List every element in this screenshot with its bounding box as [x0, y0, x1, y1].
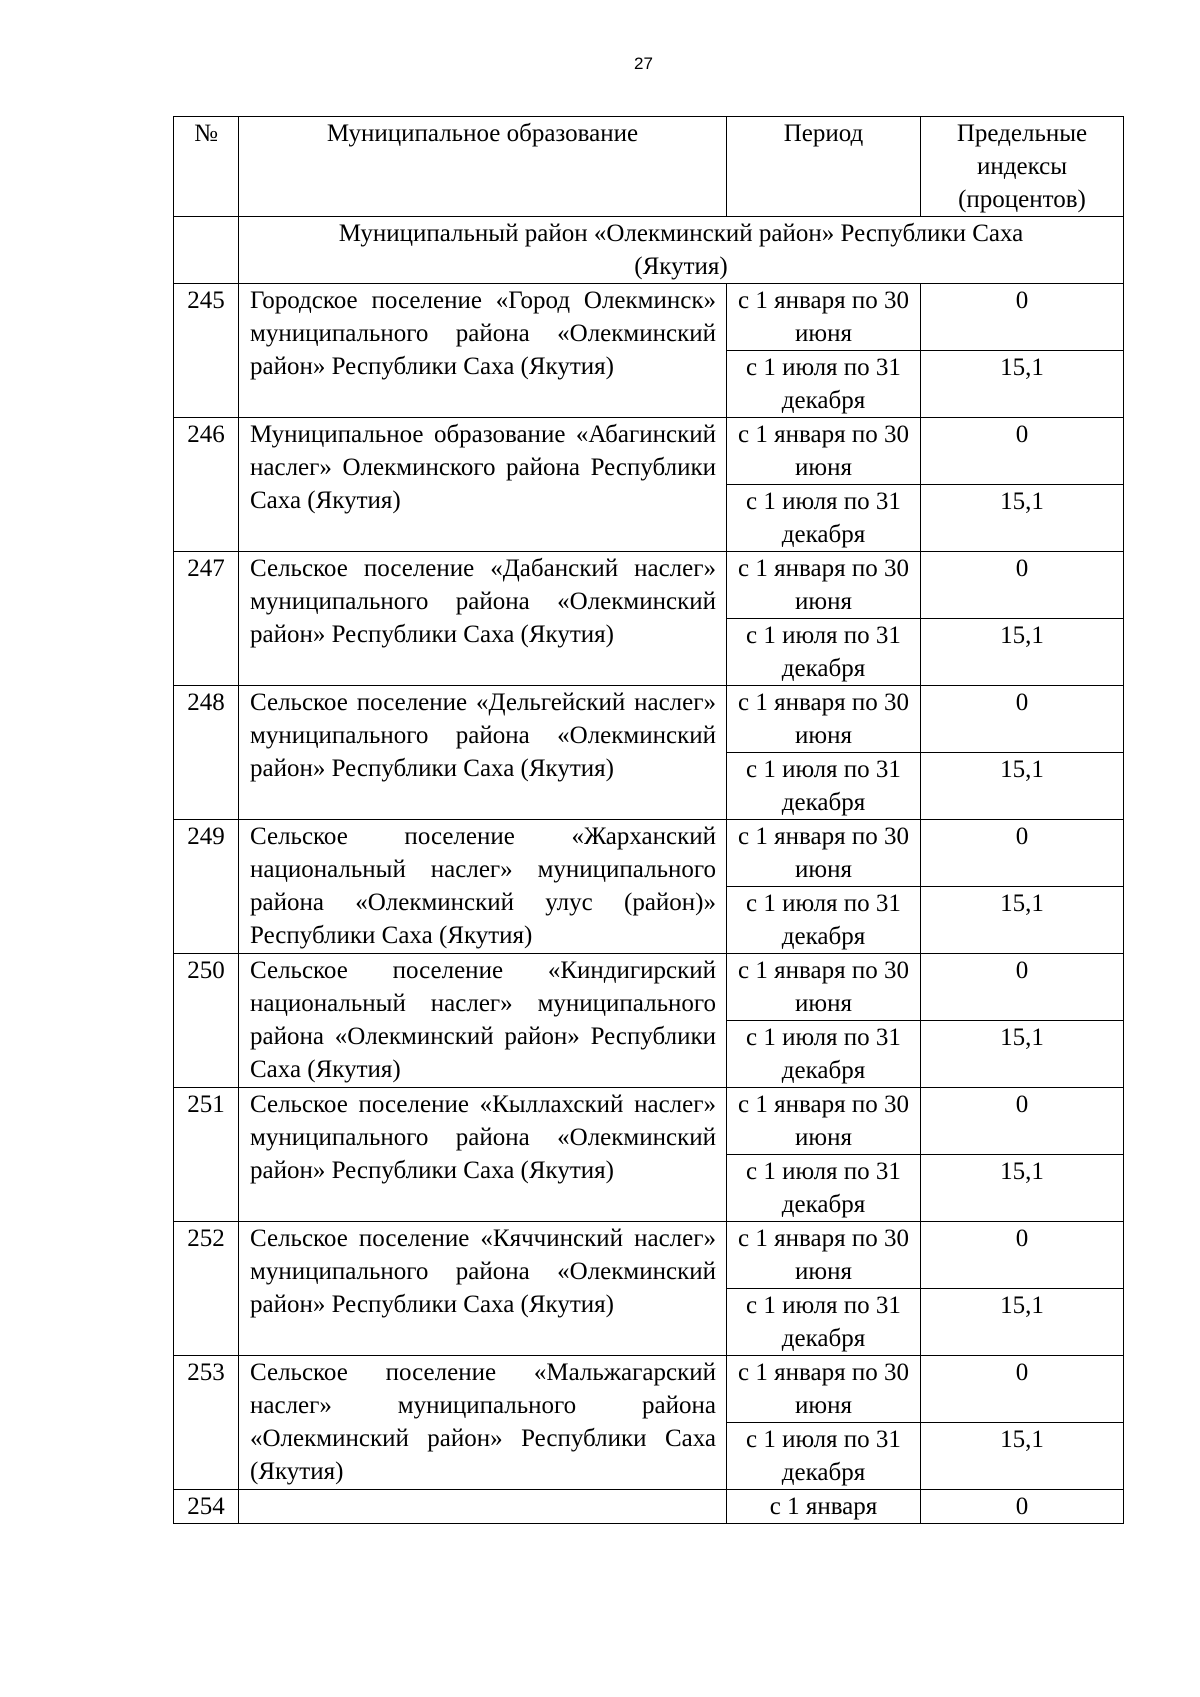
header-municipality: Муниципальное образование [239, 117, 727, 217]
table-row [174, 1088, 1124, 1155]
period-cell: с 1 января по 30 июня [727, 1222, 921, 1289]
tariff-index-table [173, 116, 1124, 1524]
period-cell: с 1 января по 30 июня [727, 1356, 921, 1423]
row-number: 252 [174, 1222, 239, 1356]
period-cell: с 1 июля по 31 декабря [727, 1423, 921, 1490]
index-value: 0 [921, 1490, 1124, 1524]
municipality-name: Сельское поселение «Мальжагарский наслег» муниципального района «Олекминский район» Республики Саха (Якутия) [239, 1356, 727, 1490]
index-value: 15,1 [921, 1021, 1124, 1088]
index-value: 15,1 [921, 485, 1124, 552]
municipality-name: Муниципальное образование «Абагинский наслег» Олекминского района Республики Саха (Якутия) [239, 418, 727, 552]
period-cell: с 1 июля по 31 декабря [727, 351, 921, 418]
table-row [174, 1222, 1124, 1289]
municipality-name: Сельское поселение «Кяччинский наслег» муниципального района «Олекминский район» Республики Саха (Якутия) [239, 1222, 727, 1356]
index-value: 0 [921, 820, 1124, 887]
period-cell: с 1 января [727, 1490, 921, 1524]
index-value: 15,1 [921, 1423, 1124, 1490]
section-title: Муниципальный район «Олекминский район» Республики Саха (Якутия) [239, 217, 1124, 284]
index-value: 0 [921, 686, 1124, 753]
table-row [174, 284, 1124, 351]
section-row [174, 217, 1124, 284]
index-value: 0 [921, 954, 1124, 1021]
period-cell: с 1 июля по 31 декабря [727, 887, 921, 954]
municipality-name: Сельское поселение «Дабанский наслег» муниципального района «Олекминский район» Республики Саха (Якутия) [239, 552, 727, 686]
page-number: 27 [634, 54, 653, 73]
municipality-name [239, 1490, 727, 1524]
period-cell: с 1 января по 30 июня [727, 552, 921, 619]
municipality-name: Сельское поселение «Жарханский национальный наслег» муниципального района «Олекминский улус (район)» Республики Саха (Якутия) [239, 820, 727, 954]
index-value: 0 [921, 1356, 1124, 1423]
table-row [174, 418, 1124, 485]
table-body [174, 217, 1124, 1524]
table-row [174, 1356, 1124, 1423]
table-row [174, 552, 1124, 619]
index-value: 0 [921, 418, 1124, 485]
index-value: 15,1 [921, 351, 1124, 418]
index-value: 0 [921, 284, 1124, 351]
period-cell: с 1 января по 30 июня [727, 284, 921, 351]
table-row [174, 820, 1124, 887]
period-cell: с 1 июля по 31 декабря [727, 1021, 921, 1088]
index-value: 15,1 [921, 1155, 1124, 1222]
period-cell: с 1 января по 30 июня [727, 418, 921, 485]
period-cell: с 1 июля по 31 декабря [727, 753, 921, 820]
index-value: 0 [921, 552, 1124, 619]
index-value: 0 [921, 1222, 1124, 1289]
municipality-name: Городское поселение «Город Олекминск» муниципального района «Олекминский район» Республики Саха (Якутия) [239, 284, 727, 418]
header-index: Предельные индексы (процентов) [921, 117, 1124, 217]
index-value: 15,1 [921, 753, 1124, 820]
municipality-name: Сельское поселение «Дельгейский наслег» муниципального района «Олекминский район» Республики Саха (Якутия) [239, 686, 727, 820]
row-number: 247 [174, 552, 239, 686]
period-cell: с 1 января по 30 июня [727, 820, 921, 887]
row-number: 250 [174, 954, 239, 1088]
row-number: 246 [174, 418, 239, 552]
table-row [174, 1490, 1124, 1524]
table-row [174, 954, 1124, 1021]
table-header-row [174, 117, 1124, 217]
period-cell: с 1 января по 30 июня [727, 1088, 921, 1155]
header-num: № [174, 117, 239, 217]
row-number: 254 [174, 1490, 239, 1524]
period-cell: с 1 июля по 31 декабря [727, 1289, 921, 1356]
row-number: 249 [174, 820, 239, 954]
row-number: 251 [174, 1088, 239, 1222]
index-value: 0 [921, 1088, 1124, 1155]
header-period: Период [727, 117, 921, 217]
row-number: 253 [174, 1356, 239, 1490]
row-number: 248 [174, 686, 239, 820]
period-cell: с 1 января по 30 июня [727, 954, 921, 1021]
row-number: 245 [174, 284, 239, 418]
period-cell: с 1 июля по 31 декабря [727, 1155, 921, 1222]
period-cell: с 1 января по 30 июня [727, 686, 921, 753]
municipality-name: Сельское поселение «Кыллахский наслег» муниципального района «Олекминский район» Республики Саха (Якутия) [239, 1088, 727, 1222]
table-row [174, 686, 1124, 753]
municipality-name: Сельское поселение «Киндигирский национальный наслег» муниципального района «Олекминский район» Республики Саха (Якутия) [239, 954, 727, 1088]
index-value: 15,1 [921, 887, 1124, 954]
period-cell: с 1 июля по 31 декабря [727, 619, 921, 686]
index-value: 15,1 [921, 619, 1124, 686]
period-cell: с 1 июля по 31 декабря [727, 485, 921, 552]
index-value: 15,1 [921, 1289, 1124, 1356]
